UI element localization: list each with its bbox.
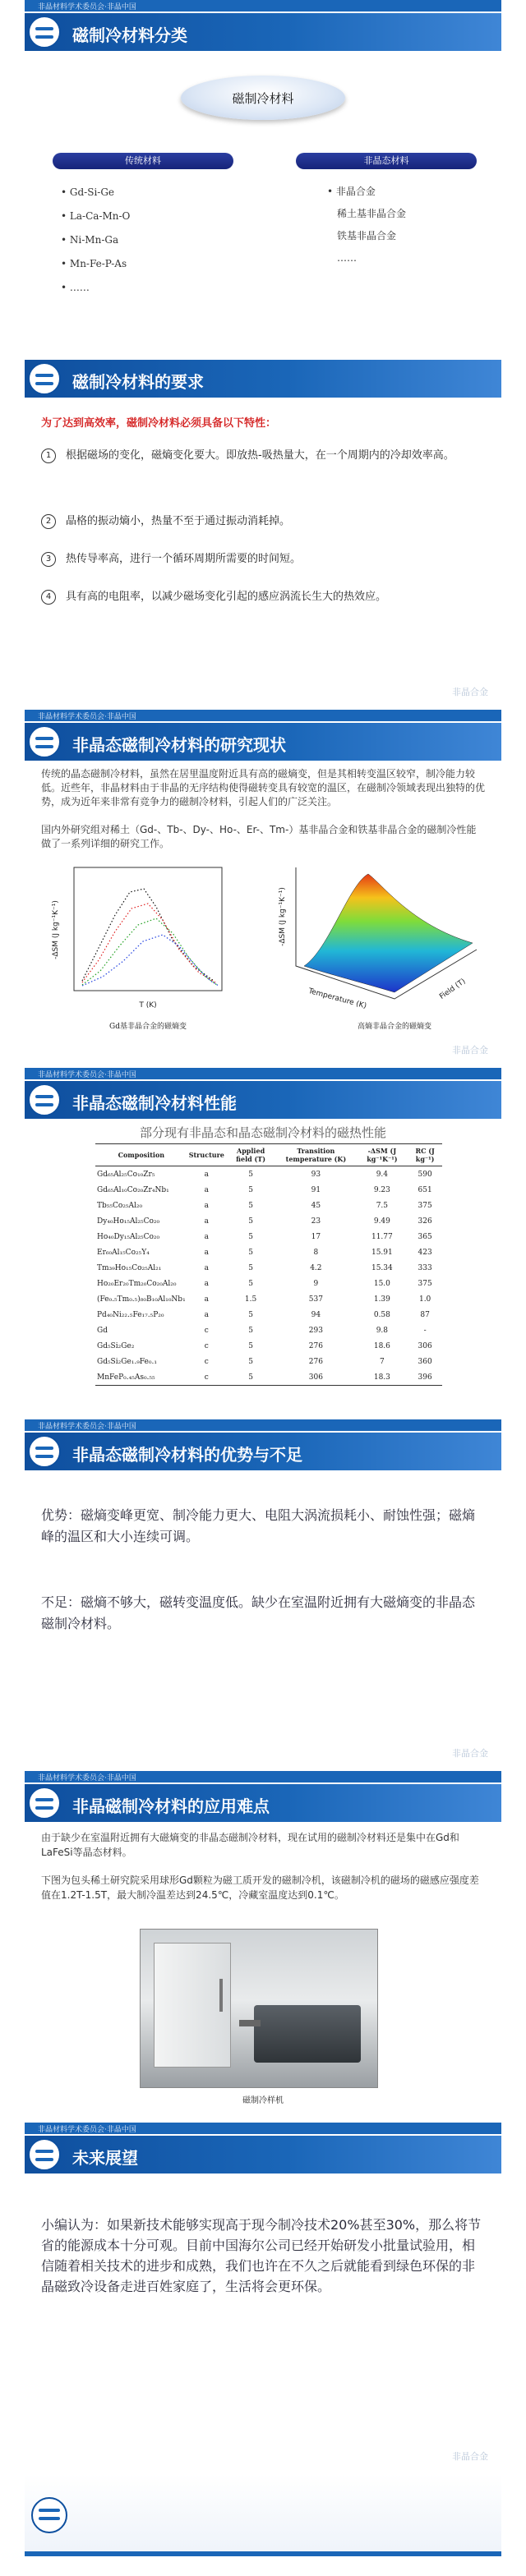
table-cell: 423 xyxy=(418,1248,432,1257)
table-cell: 15.91 xyxy=(371,1248,393,1257)
table-cell: 9.8 xyxy=(376,1326,389,1335)
title-bar xyxy=(25,13,501,51)
table-cell: Ho₄₀Dy₁₅Al₂₅Co₂₀ xyxy=(97,1232,160,1241)
table-row xyxy=(95,1307,442,1322)
slide-header-bar xyxy=(25,1068,501,1079)
table-cell: 1.0 xyxy=(418,1295,431,1304)
photo-caption: 磁制冷样机 xyxy=(242,2096,284,2105)
slide-title: 非晶态磁制冷材料的优势与不足 xyxy=(72,1445,302,1465)
list-item: …… xyxy=(337,252,357,264)
logo-icon xyxy=(28,725,61,758)
lead-text: 为了达到高效率，磁制冷材料必须具备以下特性： xyxy=(41,417,277,430)
logo-icon xyxy=(28,1435,61,1468)
advantages-text: 优势：磁熵变峰更宽、制冷能力更大、电阻大涡流损耗小、耐蚀性强；磁熵峰的温区和大小连续可调。 xyxy=(41,1507,476,1544)
properties-table xyxy=(95,1143,442,1386)
table-cell: 11.77 xyxy=(371,1232,393,1241)
table-cell: 1.39 xyxy=(373,1295,390,1304)
logo-icon xyxy=(28,1787,61,1819)
table-cell: 15.34 xyxy=(371,1263,393,1272)
table-row xyxy=(95,1322,442,1338)
list-item: • Ni-Mn-Ga xyxy=(61,234,119,246)
application-paragraph-2: 下图为包头稀土研究院采用球形Gd颗粒为磁工质开发的磁制冷机，该磁制冷机的磁场的磁感应强度差值在1.2T-1.5T，最大制冷温差达到24.5℃，冷藏室温度达到0.1℃。 xyxy=(41,1874,479,1901)
left-heading-text: 传统材料 xyxy=(125,155,161,166)
table-cell: 276 xyxy=(308,1357,323,1366)
footer-logo-icon xyxy=(31,2497,67,2533)
entropy-surface xyxy=(304,874,473,992)
column-header: Structure xyxy=(187,1144,226,1166)
research-paragraph-2: 国内外研究组对稀土（Gd-、Tb-、Dy-、Ho-、Er-、Tm-）基非晶合金和铁基非晶合金的磁制冷性能做了一系列详细的研究工作。 xyxy=(41,824,477,849)
slide-application xyxy=(25,1771,501,2116)
table-row xyxy=(95,1229,442,1244)
plot-left-xlabel: T (K) xyxy=(139,1001,157,1010)
table-cell: Tm₃₉Ho₁₅Co₂₅Al₂₁ xyxy=(97,1263,162,1272)
slide-header-bar xyxy=(25,1771,501,1782)
slide-outlook xyxy=(25,2123,501,2468)
table-cell: 0.58 xyxy=(373,1310,390,1319)
table-cell: 326 xyxy=(418,1217,432,1226)
slide-requirements: 磁制冷材料的要求 为了达到高效率，磁制冷材料必须具备以下特性： 1 根据磁场的变化，磁熵变化要大。即放热-吸热量大，在一个周期内的冷却效率高。 2 晶格的振动熵小，热量不至于通过振动消耗掉。 3 热传导率高，进行一个循环周期所需要的时间短。 4 具有高的电阻率，以减少磁场变化引起的感应涡流长生大的热效应。 非晶合金 xyxy=(25,352,501,703)
outlook-paragraph: 小编认为：如果新技术能够实现高于现今制冷技术20%甚至30%，那么将节省的能源成本十分可观。目前中国海尔公司已经开始研发小批量试验用，相信随着相关技术的进步和成熟，我们也许在不久之后就能看到绿色环保的非晶磁致冷设备走进百姓家庭了，生活将会更环保。 xyxy=(41,2217,482,2294)
slide-title: 未来展望 xyxy=(72,2148,138,2168)
table-row xyxy=(95,1276,442,1291)
table-cell: a xyxy=(204,1170,209,1179)
list-item: 铁基非晶合金 xyxy=(337,230,397,242)
table-cell: 5 xyxy=(248,1326,253,1335)
application-paragraph: 由于缺少在室温附近拥有大磁熵变的非晶态磁制冷材料，现在试用的磁制冷材料还是集中在Gd和LaFeSi等晶态材料。 xyxy=(41,1832,459,1858)
table-cell: 365 xyxy=(418,1232,432,1241)
slide-pros-cons xyxy=(25,1419,501,1764)
column-header: -ΔSM (J kg⁻¹K⁻¹) xyxy=(356,1144,408,1166)
table-cell: 9.4 xyxy=(376,1170,389,1179)
entropy-plot-left xyxy=(41,858,255,1037)
right-list xyxy=(327,181,406,269)
slide-header-bar xyxy=(25,0,501,12)
table-cell: 590 xyxy=(418,1170,432,1179)
table-cell: 293 xyxy=(308,1326,323,1335)
table-cell: c xyxy=(204,1373,209,1382)
table-cell: 306 xyxy=(308,1373,323,1382)
table-cell: a xyxy=(204,1248,209,1257)
table-cell: 651 xyxy=(418,1185,432,1194)
table-cell: 5 xyxy=(248,1185,253,1194)
column-header: Composition xyxy=(95,1144,187,1166)
watermark: 非晶合金 xyxy=(452,1748,488,1759)
plot-left-ylabel: -ΔSM (J kg⁻¹K⁻¹) xyxy=(52,900,60,959)
table-body xyxy=(95,1166,442,1386)
header-text: 非晶材料学术委员会·非晶中国 xyxy=(38,1071,136,1079)
table-row xyxy=(95,1198,442,1213)
table-cell: 5 xyxy=(248,1263,253,1272)
table-cell: 396 xyxy=(418,1373,432,1382)
center-label: 磁制冷材料 xyxy=(232,91,294,106)
table-cell: 8 xyxy=(313,1248,319,1257)
table-cell: 94 xyxy=(311,1310,321,1319)
refrigerator-photo xyxy=(140,1929,378,2088)
table-cell: 375 xyxy=(418,1201,432,1210)
table-cell: (Fe₀.₅Tm₀.₅)₈₀B₁₀Al₁₀Nb₁ xyxy=(97,1295,186,1304)
slide-header-bar xyxy=(25,1419,501,1431)
table-cell: c xyxy=(204,1326,209,1335)
title-bar xyxy=(25,1784,501,1822)
table-cell: 5 xyxy=(248,1341,253,1350)
table-cell: a xyxy=(204,1279,209,1288)
table-cell: 7 xyxy=(380,1357,385,1366)
slide-title: 磁制冷材料分类 xyxy=(72,25,187,45)
table-cell: 5 xyxy=(248,1373,253,1382)
table-cell: 5 xyxy=(248,1201,253,1210)
table-cell: Gd₅Si₂Ge₂ xyxy=(97,1341,135,1350)
center-ellipse xyxy=(181,76,345,120)
table-cell: 5 xyxy=(248,1357,253,1366)
table-row xyxy=(95,1338,442,1354)
table-row xyxy=(95,1291,442,1307)
table-cell: 9.49 xyxy=(373,1217,390,1226)
table-cell: 5 xyxy=(248,1248,253,1257)
watermark: 非晶合金 xyxy=(452,2451,488,2462)
entropy-plot-right xyxy=(271,851,493,1037)
table-cell: c xyxy=(204,1357,209,1366)
table-cell: 4.2 xyxy=(310,1263,322,1272)
title-bar xyxy=(25,2136,501,2174)
left-heading xyxy=(53,153,233,169)
table-cell: a xyxy=(204,1263,209,1272)
title-bar xyxy=(25,1433,501,1470)
footer-bar xyxy=(25,2551,501,2556)
logo-icon xyxy=(28,362,61,395)
table-cell: 18.3 xyxy=(373,1373,390,1382)
table-cell: Gd₆₅Al₁₀Co₂₀Zr₄Nb₁ xyxy=(97,1185,169,1194)
title-bar xyxy=(25,360,501,398)
table-title: 部分现有非晶态和晶态磁制冷材料的磁热性能 xyxy=(139,1125,386,1140)
list-item: • …… xyxy=(61,282,90,293)
table-cell: 360 xyxy=(418,1357,432,1366)
plot-right-ylabel: Field (T) xyxy=(438,977,468,1001)
machine-pipe xyxy=(239,2020,261,2026)
table-cell: 276 xyxy=(308,1341,323,1350)
column-header: RC (J kg⁻¹) xyxy=(408,1144,442,1166)
logo-icon xyxy=(28,2138,61,2171)
logo-icon xyxy=(28,1083,61,1116)
table-cell: 5 xyxy=(248,1279,253,1288)
table-cell: 5 xyxy=(248,1232,253,1241)
magnet-machine xyxy=(254,2005,361,2063)
table-cell: a xyxy=(204,1217,209,1226)
table-cell: 7.5 xyxy=(376,1201,389,1210)
table-cell: a xyxy=(204,1310,209,1319)
table-cell: Ho₂₀Er₂₀Tm₂₀Co₂₀Al₂₀ xyxy=(97,1279,177,1288)
right-heading xyxy=(296,153,477,169)
fridge-door-handle xyxy=(219,1979,223,2012)
plot-right-zlabel: -ΔSM (J kg⁻¹K⁻¹) xyxy=(279,887,287,946)
table-cell: 333 xyxy=(418,1263,432,1272)
table-cell: 5 xyxy=(248,1217,253,1226)
table-cell: a xyxy=(204,1232,209,1241)
table-cell: 17 xyxy=(311,1232,321,1241)
header-text: 非晶材料学术委员会·非晶中国 xyxy=(38,1774,136,1782)
list-item: • La-Ca-Mn-O xyxy=(61,210,131,222)
logo-icon xyxy=(28,16,61,48)
slide-title: 非晶态磁制冷材料性能 xyxy=(72,1093,237,1113)
watermark: 非晶合金 xyxy=(452,1045,488,1056)
table-row xyxy=(95,1166,442,1183)
disadvantages-text: 不足：磁熵不够大，磁转变温度低。缺少在室温附近拥有大磁熵变的非晶态磁制冷材料。 xyxy=(41,1594,476,1631)
table-cell: Gd xyxy=(97,1326,108,1335)
table-cell: 87 xyxy=(420,1310,430,1319)
table-row xyxy=(95,1369,442,1386)
table-cell: c xyxy=(204,1341,209,1350)
list-item: 稀土基非晶合金 xyxy=(337,208,407,219)
plot-right-caption: 高熵非晶合金的磁熵变 xyxy=(357,1023,432,1031)
right-heading-text: 非晶态材料 xyxy=(363,155,409,166)
table-cell: 5 xyxy=(248,1310,253,1319)
table-cell: 537 xyxy=(308,1295,323,1304)
table-cell: Pd₄₀Ni₂₂.₅Fe₁₇.₅P₂₀ xyxy=(97,1310,164,1319)
slide-header-bar xyxy=(25,710,501,721)
slide-performance-table xyxy=(25,1068,501,1413)
table-cell: 45 xyxy=(311,1201,321,1210)
table-cell: - xyxy=(423,1326,427,1335)
table-cell: 91 xyxy=(311,1185,321,1194)
header-text: 非晶材料学术委员会·非晶中国 xyxy=(38,3,136,12)
table-cell: MnFeP₀.₄₅As₀.₅₅ xyxy=(97,1373,155,1382)
table-cell: a xyxy=(204,1295,209,1304)
plot-left-caption: Gd基非晶合金的磁熵变 xyxy=(109,1023,187,1031)
table-cell: 9.23 xyxy=(373,1185,390,1194)
table-cell: Gd₅Si₂Ge₁.₉Fe₀.₁ xyxy=(97,1357,157,1366)
table-cell: Gd₆₅Al₂₅Co₁₀Zr₅ xyxy=(97,1170,155,1179)
table-cell: a xyxy=(204,1185,209,1194)
column-header: Transition temperature (K) xyxy=(275,1144,356,1166)
list-item: • 非晶合金 xyxy=(327,186,376,197)
left-list xyxy=(61,181,130,300)
table-cell: Er₆₀Al₁₅Co₂₅Y₄ xyxy=(97,1248,150,1257)
slide-title: 非晶磁制冷材料的应用难点 xyxy=(72,1796,270,1816)
slide-title: 非晶态磁制冷材料的研究现状 xyxy=(72,735,286,755)
table-row xyxy=(95,1182,442,1198)
list-item: • Gd-Si-Ge xyxy=(61,186,115,198)
plot-right-xlabel: Temperature (K) xyxy=(307,987,367,1011)
header-text: 非晶材料学术委员会·非晶中国 xyxy=(38,2126,136,2134)
table-cell: 375 xyxy=(418,1279,432,1288)
list-item: • Mn-Fe-P-As xyxy=(61,258,127,269)
table-row xyxy=(95,1244,442,1260)
slide-classification xyxy=(25,0,501,345)
title-bar xyxy=(25,723,501,761)
table-cell: a xyxy=(204,1201,209,1210)
table-row xyxy=(95,1354,442,1369)
table-cell: 18.6 xyxy=(373,1341,390,1350)
column-header: Applied field (T) xyxy=(226,1144,275,1166)
table-cell: 9 xyxy=(313,1279,319,1288)
footer-banner xyxy=(25,2474,501,2556)
table-cell: Tb₅₅Co₂₅Al₂₀ xyxy=(97,1201,143,1210)
table-cell: 1.5 xyxy=(244,1295,257,1304)
watermark: 非晶合金 xyxy=(452,687,488,697)
table-row xyxy=(95,1260,442,1276)
table-cell: 93 xyxy=(311,1170,321,1179)
research-paragraph: 传统的晶态磁制冷材料，虽然在居里温度附近具有高的磁熵变，但是其相转变温区较窄，制冷能力较低。近些年，非晶材料由于非晶的无序结构使得磁转变具有较宽的温区，在磁制冷领域表现出独特的优势，成为近年来非常有竞争力的磁制冷材料，引起人们的广泛关注。 xyxy=(41,768,486,807)
table-cell: 15.0 xyxy=(373,1279,390,1288)
slide-header-bar xyxy=(25,2123,501,2134)
table-cell: 23 xyxy=(311,1217,321,1226)
table-cell: 306 xyxy=(418,1341,432,1350)
header-text: 非晶材料学术委员会·非晶中国 xyxy=(38,713,136,721)
table-cell: 5 xyxy=(248,1170,253,1179)
slide-title: 磁制冷材料的要求 xyxy=(72,372,204,392)
table-row xyxy=(95,1213,442,1229)
table-header-row xyxy=(95,1144,442,1166)
title-bar xyxy=(25,1081,501,1119)
slide-research-status xyxy=(25,710,501,1061)
table-cell: Dy₄₀Ho₁₅Al₂₅Co₂₀ xyxy=(97,1217,160,1226)
header-text: 非晶材料学术委员会·非晶中国 xyxy=(38,1423,136,1431)
